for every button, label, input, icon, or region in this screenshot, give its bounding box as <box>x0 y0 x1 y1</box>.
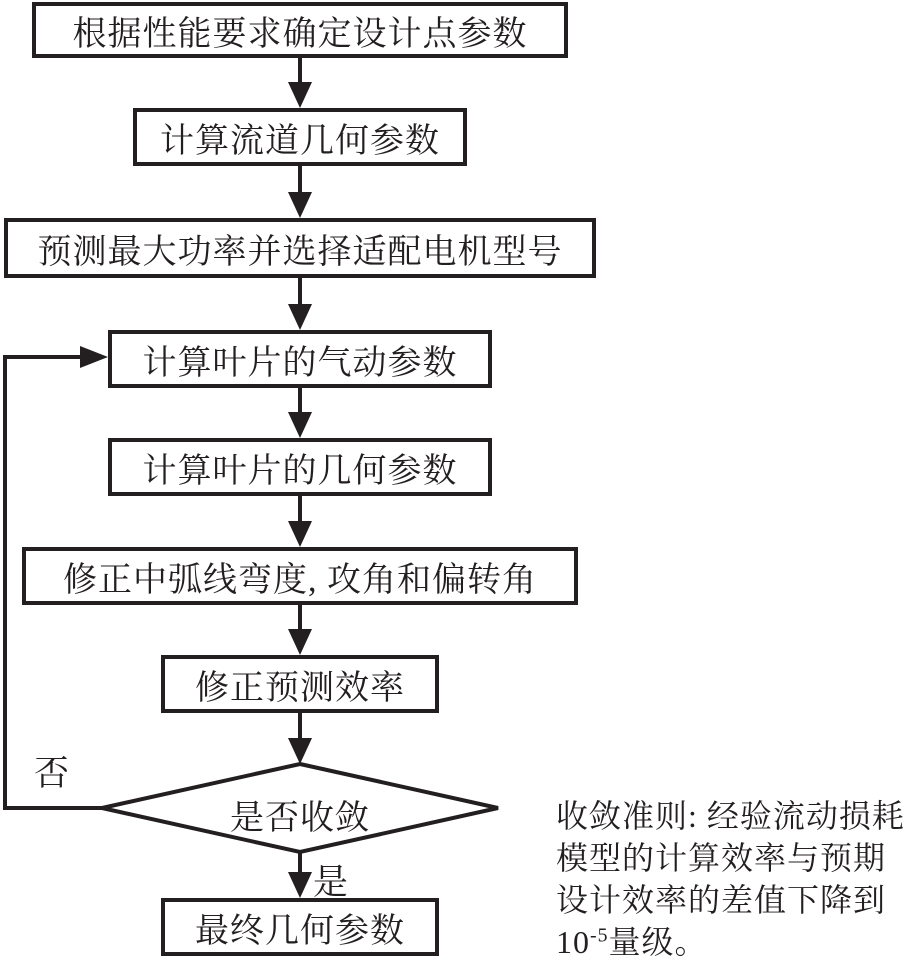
note-line-2: 模型的计算效率与预期 <box>556 840 887 876</box>
arrow-step6-step7 <box>288 605 312 655</box>
flow-step-4 <box>108 330 492 388</box>
note-line-4 <box>556 921 910 962</box>
arrow-step7-decision <box>288 713 312 764</box>
flow-step-3 <box>4 218 596 278</box>
note-magnitude-suffix: 量级。 <box>608 924 708 960</box>
decision-label: 是否收敛 <box>230 800 370 837</box>
arrow-step3-step4 <box>288 278 312 330</box>
flow-step-1-label: 根据性能要求确定设计点参数 <box>72 15 528 53</box>
edge-label-yes: 是 <box>313 863 349 902</box>
edge-label-no: 否 <box>34 754 70 793</box>
flow-step-6 <box>22 547 578 605</box>
flow-step-3-label: 预测最大功率并选择适配电机型号 <box>37 233 563 271</box>
arrow-step1-step2 <box>288 58 312 108</box>
flow-step-8 <box>161 898 439 956</box>
flow-step-1 <box>32 2 568 58</box>
arrow-step2-step3 <box>288 166 312 218</box>
flow-step-4-label: 计算叶片的气动参数 <box>142 344 458 382</box>
note-magnitude-exponent: -5 <box>590 924 609 947</box>
flow-step-2-label: 计算流道几何参数 <box>160 122 440 160</box>
flow-step-6-label: 修正中弧线弯度, 攻角和偏转角 <box>63 561 537 599</box>
flow-step-7 <box>161 655 439 713</box>
convergence-criterion-note <box>556 795 910 962</box>
flow-step-5-label: 计算叶片的几何参数 <box>142 452 458 490</box>
flow-step-5 <box>108 438 492 496</box>
note-line-1: 收敛准则: 经验流动损耗 <box>556 798 905 834</box>
flow-step-7-label: 修正预测效率 <box>195 669 405 707</box>
note-line-3: 设计效率的差值下降到 <box>556 882 887 918</box>
flow-step-2 <box>133 108 467 166</box>
arrow-decision-step8-yes <box>288 852 312 898</box>
flow-step-8-label: 最终几何参数 <box>195 912 405 950</box>
arrow-step5-step6 <box>288 496 312 547</box>
arrow-step4-step5 <box>288 388 312 438</box>
note-magnitude-base: 10 <box>556 924 590 960</box>
